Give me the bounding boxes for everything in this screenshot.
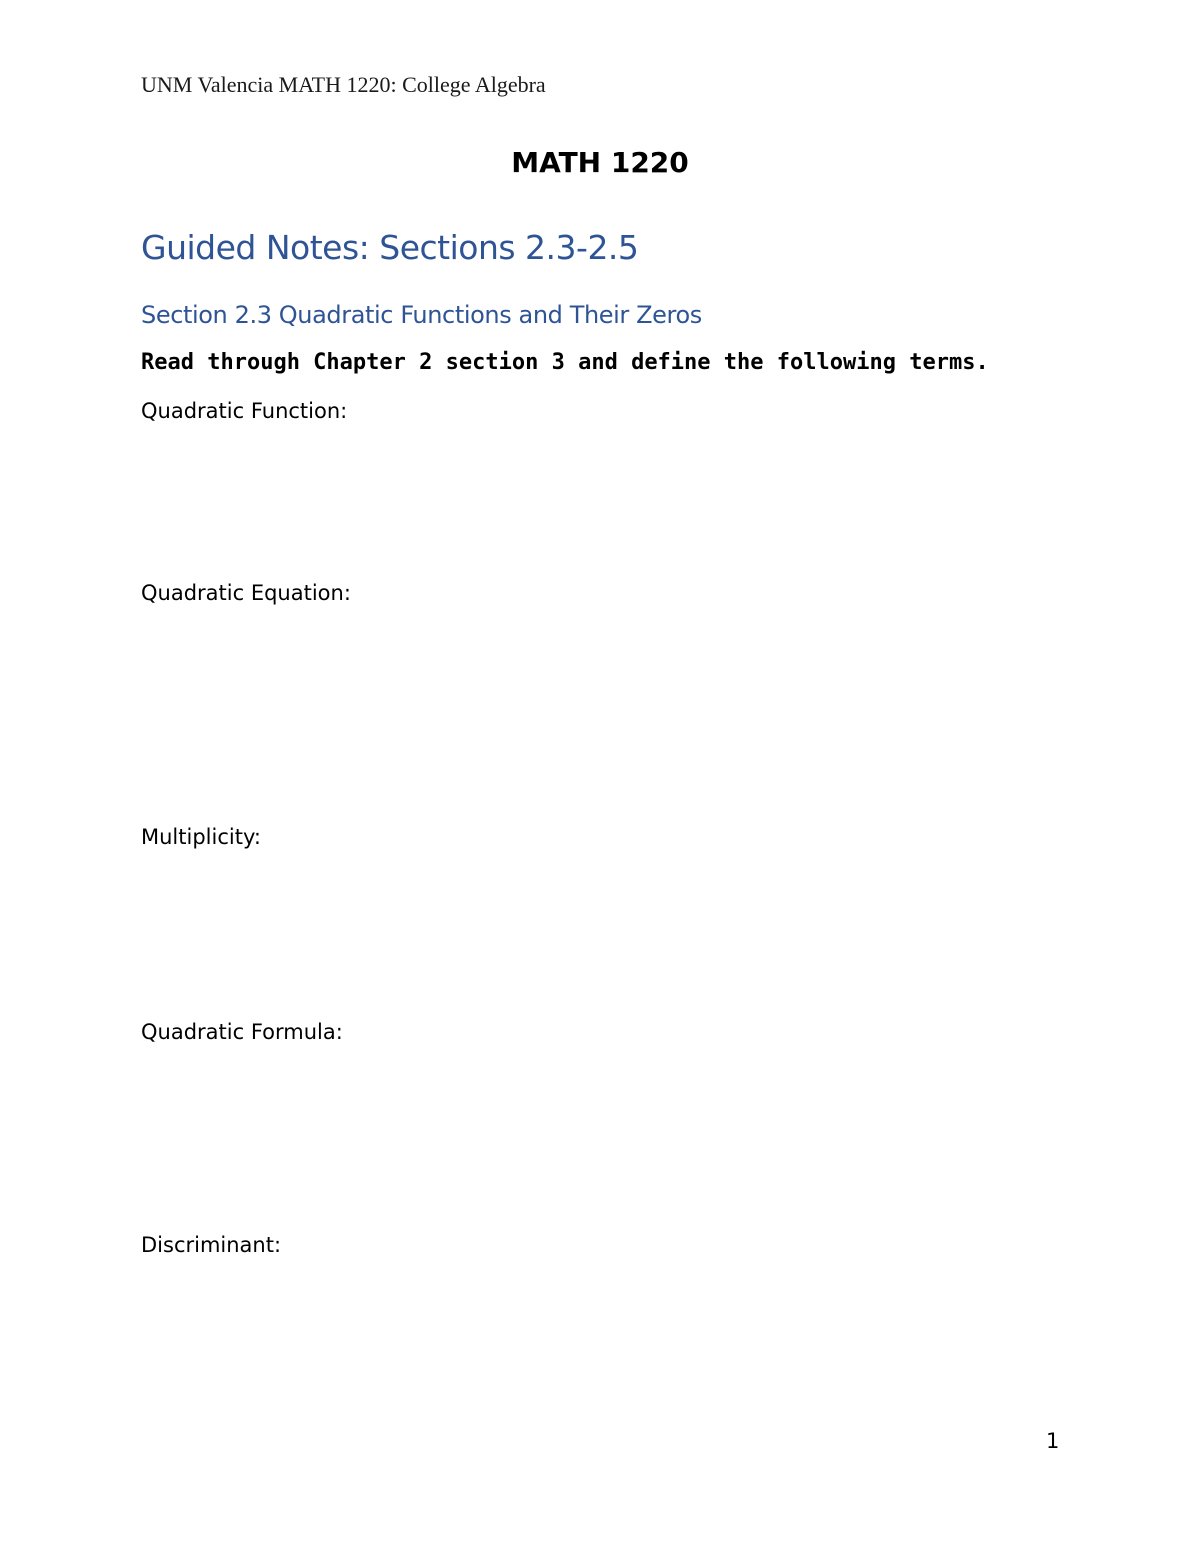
term-discriminant: Discriminant: xyxy=(141,1233,282,1257)
running-header: UNM Valencia MATH 1220: College Algebra xyxy=(141,72,546,97)
term-quadratic-function: Quadratic Function: xyxy=(141,399,348,423)
guided-notes-heading: Guided Notes: Sections 2.3-2.5 xyxy=(141,228,639,267)
section-heading: Section 2.3 Quadratic Functions and Their Zeros xyxy=(141,301,702,329)
instruction-text: Read through Chapter 2 section 3 and define the following terms. xyxy=(141,350,989,375)
term-quadratic-formula: Quadratic Formula: xyxy=(141,1020,343,1044)
term-quadratic-equation: Quadratic Equation: xyxy=(141,581,351,605)
document-title: MATH 1220 xyxy=(511,146,689,179)
term-multiplicity: Multiplicity: xyxy=(141,825,261,849)
page-number: 1 xyxy=(1046,1429,1060,1453)
